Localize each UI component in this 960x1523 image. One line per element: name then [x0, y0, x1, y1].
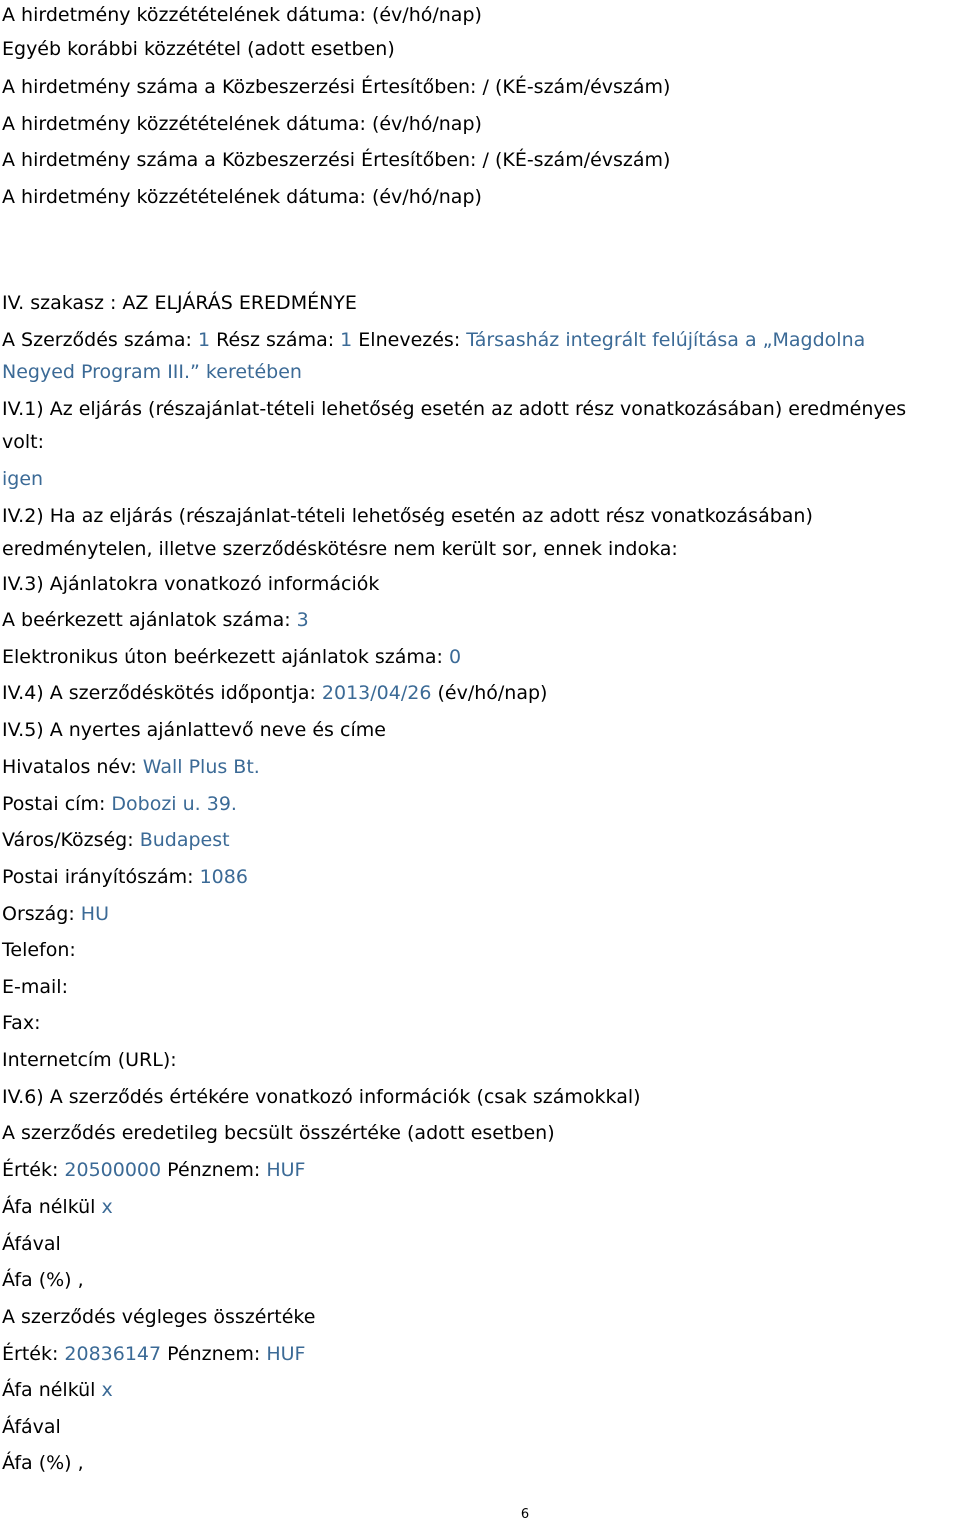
contract-date-line [2, 681, 547, 705]
contract-date-label: IV.4) A szerződéskötés időpontja: [2, 682, 322, 704]
contract-number: 1 [197, 329, 211, 351]
offers-received-line [2, 608, 309, 632]
estimated-vat-excluded-line [2, 1195, 113, 1219]
offers-received-label: A beérkezett ajánlatok száma: [2, 609, 297, 631]
email-label: E-mail: [2, 976, 68, 998]
contract-date-value: 2013/04/26 [321, 682, 432, 704]
iv1-question: IV.1) Az eljárás (részajánlat-tételi lehetőség esetén az adott rész vonatkozásában) eredményes [2, 398, 907, 420]
vat-excluded-label: Áfa nélkül [2, 1196, 102, 1218]
estimated-value-line [2, 1158, 305, 1182]
contract-date-format: (év/hó/nap) [431, 682, 548, 704]
vat-excluded-mark: x [101, 1196, 113, 1218]
final-currency-label: Pénznem: [161, 1343, 267, 1365]
estimated-value-label: Érték: [2, 1159, 65, 1181]
electronic-offers-label: Elektronikus úton beérkezett ajánlatok száma: [2, 646, 449, 668]
official-name-line [2, 755, 260, 779]
estimated-vat-included-label: Áfával [2, 1233, 61, 1255]
postcode-line [2, 865, 248, 889]
postcode-label: Postai irányítószám: [2, 866, 200, 888]
official-name-value: Wall Plus Bt. [142, 756, 260, 778]
postal-address-line [2, 792, 237, 816]
phone-label: Telefon: [2, 939, 76, 961]
final-value-label: Érték: [2, 1343, 65, 1365]
country-label: Ország: [2, 903, 81, 925]
final-value: 20836147 [64, 1343, 162, 1365]
estimated-currency-label: Pénznem: [161, 1159, 267, 1181]
final-vat-percent-label: Áfa (%) , [2, 1452, 84, 1474]
estimated-vat-percent-label: Áfa (%) , [2, 1269, 84, 1291]
postal-address-label: Postai cím: [2, 793, 112, 815]
notice-number-line: A hirdetmény száma a Közbeszerzési Értesítőben: / (KÉ-szám/évszám) [2, 149, 671, 171]
vat-excluded-label: Áfa nélkül [2, 1379, 102, 1401]
notice-number-line: A hirdetmény száma a Közbeszerzési Értesítőben: / (KÉ-szám/évszám) [2, 76, 671, 98]
other-publication-line: Egyéb korábbi közzététel (adott esetben) [2, 38, 395, 60]
fax-label: Fax: [2, 1012, 41, 1034]
iv2-question: IV.2) Ha az eljárás (részajánlat-tételi lehetőség esetén az adott rész vonatkozásában) [2, 505, 813, 527]
offers-received-value: 3 [296, 609, 309, 631]
part-number: 1 [340, 329, 353, 351]
iv5-heading: IV.5) A nyertes ajánlattevő neve és címe [2, 719, 386, 741]
city-line [2, 828, 230, 852]
final-vat-included-label: Áfával [2, 1416, 61, 1438]
estimated-value-heading: A szerződés eredetileg becsült összértéke (adott esetben) [2, 1122, 555, 1144]
final-value-line [2, 1342, 305, 1366]
contract-line [2, 328, 865, 352]
iv2-question-continued: eredménytelen, illetve szerződéskötésre nem került sor, ennek indoka: [2, 538, 678, 560]
iv1-question-continued: volt: [2, 431, 44, 453]
electronic-offers-value: 0 [448, 646, 462, 668]
iv3-heading: IV.3) Ajánlatokra vonatkozó információk [2, 573, 380, 595]
estimated-currency: HUF [266, 1159, 306, 1181]
country-value: HU [80, 903, 109, 925]
final-currency: HUF [266, 1343, 306, 1365]
publication-date-line: A hirdetmény közzétételének dátuma: (év/hó/nap) [2, 186, 482, 208]
electronic-offers-line [2, 645, 461, 669]
final-vat-excluded-line [2, 1378, 113, 1402]
vat-excluded-mark: x [101, 1379, 113, 1401]
contract-name-continued: Negyed Program III.” keretében [2, 361, 302, 383]
estimated-value: 20500000 [64, 1159, 162, 1181]
section-heading: IV. szakasz : AZ ELJÁRÁS EREDMÉNYE [2, 292, 357, 314]
official-name-label: Hivatalos név: [2, 756, 143, 778]
final-value-heading: A szerződés végleges összértéke [2, 1306, 316, 1328]
url-label: Internetcím (URL): [2, 1049, 177, 1071]
iv1-answer: igen [2, 468, 44, 490]
country-line [2, 902, 109, 926]
publication-date-line: A hirdetmény közzétételének dátuma: (év/hó/nap) [2, 4, 482, 26]
contract-number-label: A Szerződés száma: [2, 329, 198, 351]
publication-date-line: A hirdetmény közzétételének dátuma: (év/hó/nap) [2, 113, 482, 135]
iv6-heading: IV.6) A szerződés értékére vonatkozó információk (csak számokkal) [2, 1086, 641, 1108]
city-label: Város/Község: [2, 829, 140, 851]
postal-address-value: Dobozi u. 39. [111, 793, 237, 815]
city-value: Budapest [139, 829, 230, 851]
page-number: 6 [520, 1507, 530, 1522]
part-number-label: Rész száma: [210, 329, 341, 351]
postcode-value: 1086 [199, 866, 248, 888]
contract-name-label: Elnevezés: [352, 329, 467, 351]
contract-name: Társasház integrált felújítása a „Magdolna [466, 329, 866, 351]
